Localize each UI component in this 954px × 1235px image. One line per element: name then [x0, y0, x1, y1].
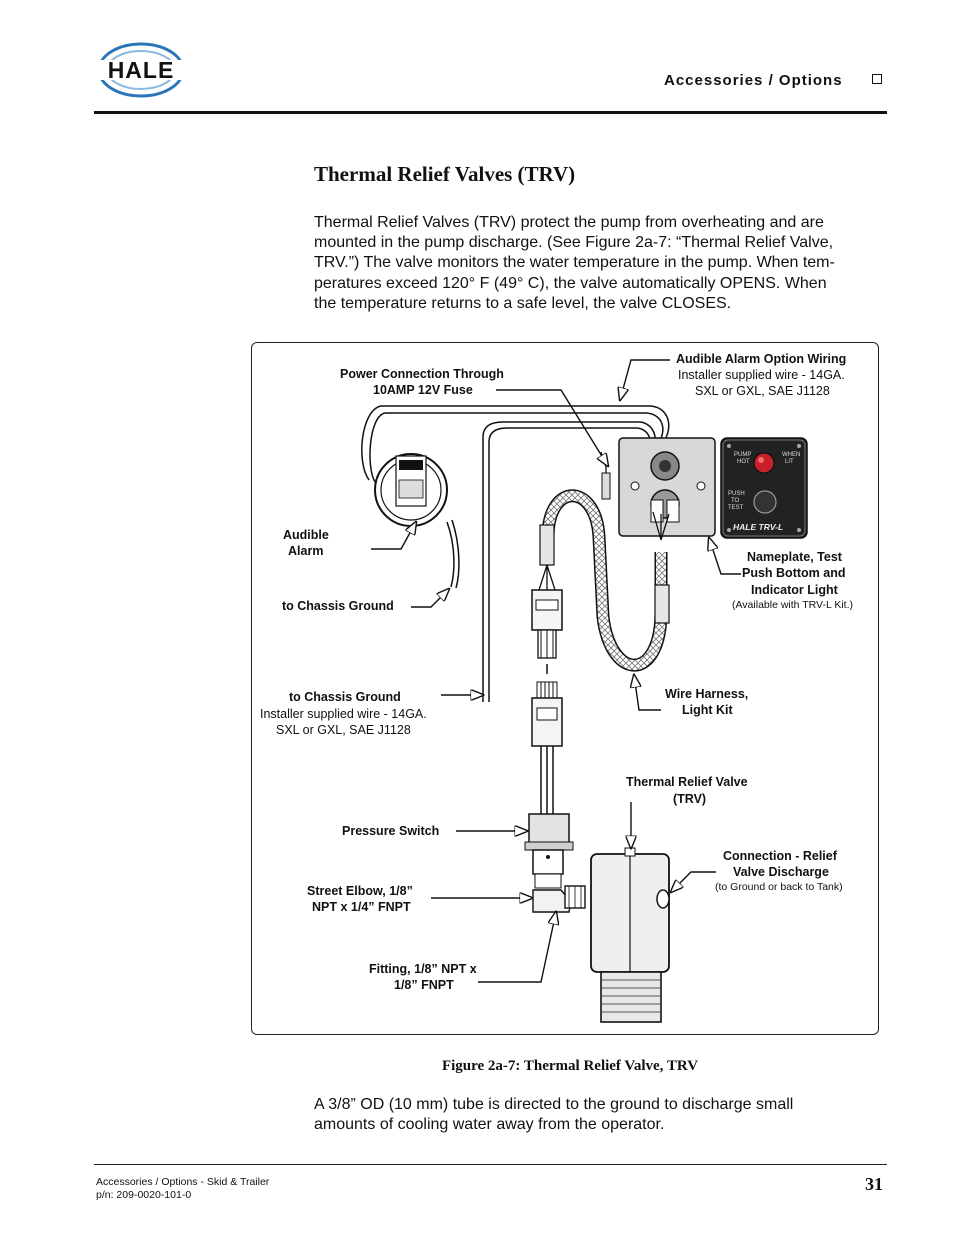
panel-text: PUSH	[728, 491, 745, 497]
footer-divider	[94, 1164, 887, 1165]
hale-logo	[93, 38, 189, 102]
label-alarm-wiring-detail: Installer supplied wire - 14GA.	[678, 368, 845, 382]
nameplate-panel	[721, 438, 807, 538]
hale-logo-mark	[93, 38, 189, 102]
figure-caption: Figure 2a-7: Thermal Relief Valve, TRV	[441, 1058, 699, 1074]
label-nameplate: Indicator Light	[751, 583, 838, 597]
label-chassis-ground: to Chassis Ground	[289, 690, 401, 704]
label-alarm-wiring: Audible Alarm Option Wiring	[676, 352, 847, 366]
section-header: Accessories / Options	[664, 72, 843, 89]
label-power-connection: Power Connection Through	[340, 367, 504, 381]
checkbox-bullet-icon	[872, 74, 882, 84]
intro-line: peratures exceed 120° F (49° C), the valve automatically OPENS. When	[314, 274, 827, 292]
panel-text: TO	[731, 498, 740, 504]
label-chassis-ground-detail: Installer supplied wire - 14GA.	[260, 707, 427, 721]
intro-line: TRV.”) The valve monitors the water temperature in the pump. When tem-	[314, 254, 835, 272]
label-power-connection: 10AMP 12V Fuse	[373, 383, 473, 397]
label-trv: Thermal Relief Valve	[626, 775, 748, 789]
brand-wordmark: HALE	[107, 57, 175, 83]
header-divider	[94, 111, 887, 114]
outro-line: A 3/8” OD (10 mm) tube is directed to the ground to discharge small	[314, 1096, 794, 1113]
panel-brand: HALE TRV-L	[733, 522, 784, 532]
label-alarm-wiring-detail: SXL or GXL, SAE J1128	[695, 384, 830, 398]
audible-alarm-device	[375, 454, 447, 526]
panel-text: LIT	[785, 459, 794, 465]
label-pressure-switch: Pressure Switch	[342, 824, 440, 838]
indicator-light-icon	[754, 453, 774, 473]
label-trv: (TRV)	[673, 792, 707, 806]
label-fitting: Fitting, 1/8” NPT x	[369, 962, 477, 976]
section-title: Thermal Relief Valves (TRV)	[314, 162, 576, 186]
pressure-switch	[525, 814, 585, 912]
label-chassis-ground-detail: SXL or GXL, SAE J1128	[276, 723, 411, 737]
trv-wiring-diagram	[251, 342, 879, 1035]
label-wire-harness: Light Kit	[682, 703, 733, 717]
footer-doc-title: Accessories / Options - Skid & Trailer	[96, 1176, 270, 1188]
label-connection-note: (to Ground or back to Tank)	[715, 881, 843, 893]
label-nameplate: Nameplate, Test	[747, 550, 842, 564]
panel-text: HOT	[737, 459, 750, 465]
label-wire-harness: Wire Harness,	[665, 687, 749, 701]
intro-line: the temperature returns to a safe level, the valve CLOSES.	[314, 294, 732, 312]
label-street-elbow: NPT x 1/4” FNPT	[312, 900, 411, 914]
label-nameplate: Push Bottom and	[742, 566, 846, 580]
intro-line: Thermal Relief Valves (TRV) protect the pump from overheating and are	[314, 214, 824, 231]
label-nameplate-note: (Available with TRV-L Kit.)	[732, 599, 853, 611]
panel-text: TEST	[728, 505, 744, 511]
panel-text: PUMP	[734, 452, 752, 458]
outro-paragraph	[314, 1095, 884, 1135]
label-street-elbow: Street Elbow, 1/8”	[307, 884, 413, 898]
footer-part-number: p/n: 209-0020-101-0	[96, 1189, 192, 1201]
label-connection-relief: Connection - Relief	[723, 849, 837, 863]
outro-line: amounts of cooling water away from the operator.	[314, 1116, 665, 1134]
intro-paragraph	[314, 213, 884, 314]
panel-text: WHEN	[782, 452, 801, 458]
page-number: 31	[865, 1174, 883, 1194]
label-audible-alarm: Alarm	[288, 544, 324, 558]
intro-line: mounted in the pump discharge. (See Figure 2a-7: “Thermal Relief Valve,	[314, 234, 834, 252]
label-fitting: 1/8” FNPT	[394, 978, 454, 992]
test-button-icon	[754, 491, 776, 513]
label-audible-alarm: Audible	[283, 528, 329, 542]
thermal-relief-valve-body	[591, 848, 669, 1022]
label-connection-relief: Valve Discharge	[733, 865, 829, 879]
label-chassis-ground: to Chassis Ground	[282, 599, 394, 613]
footer-info	[96, 1176, 269, 1202]
harness-connectors	[532, 590, 562, 814]
